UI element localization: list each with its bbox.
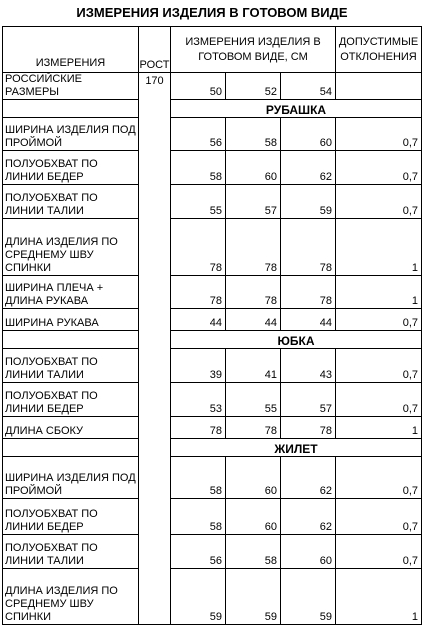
header-finished: ИЗМЕРЕНИЯ ИЗДЕЛИЯ В ГОТОВОМ ВИДЕ, СМ: [171, 27, 336, 73]
measure-value: 41: [226, 349, 281, 383]
tolerance-value: 1: [336, 569, 422, 625]
measure-value: 59: [226, 569, 281, 625]
measure-value: 44: [171, 309, 226, 331]
tolerance-value: 1: [336, 276, 422, 309]
measure-value: 78: [171, 219, 226, 276]
section-spacer: [3, 331, 139, 349]
header-height: РОСТ: [139, 27, 171, 73]
measure-label: ПОЛУОБХВАТ ПО ЛИНИИ ТАЛИИ: [3, 349, 139, 383]
empty-cell: [336, 73, 422, 100]
section-spacer: [3, 439, 139, 457]
header-measure: ИЗМЕРЕНИЯ: [3, 27, 139, 73]
table-body: [3, 27, 422, 625]
measure-value: 78: [171, 276, 226, 309]
sizes-label: РОССИЙСКИЕ РАЗМЕРЫ: [3, 73, 139, 100]
measure-label: ДЛИНА ИЗДЕЛИЯ ПО СРЕДНЕМУ ШВУ СПИНКИ: [3, 219, 139, 276]
table-row: [3, 219, 422, 276]
measure-value: 62: [281, 457, 336, 499]
measure-value: 78: [281, 417, 336, 439]
measure-value: 60: [226, 457, 281, 499]
tolerance-value: 1: [336, 417, 422, 439]
measure-value: 57: [226, 185, 281, 219]
measure-label: ПОЛУОБХВАТ ПО ЛИНИИ БЕДЕР: [3, 151, 139, 185]
measure-value: 59: [171, 569, 226, 625]
table-row: [3, 535, 422, 569]
measure-label: ШИРИНА ИЗДЕЛИЯ ПОД ПРОЙМОЙ: [3, 457, 139, 499]
section-title: РУБАШКА: [171, 100, 422, 118]
tolerance-value: 0,7: [336, 309, 422, 331]
tolerance-value: 0,7: [336, 185, 422, 219]
tolerance-value: 0,7: [336, 535, 422, 569]
measure-value: 53: [171, 383, 226, 417]
header-tolerance: ДОПУСТИМЫЕ ОТКЛОНЕНИЯ: [336, 27, 422, 73]
measure-value: 60: [226, 151, 281, 185]
table-row: [3, 569, 422, 625]
measure-label: ДЛИНА СБОКУ: [3, 417, 139, 439]
measure-value: 58: [171, 499, 226, 535]
tolerance-value: 0,7: [336, 383, 422, 417]
measure-value: 59: [281, 569, 336, 625]
size-value: 50: [171, 73, 226, 100]
section-row: [3, 439, 422, 457]
measure-value: 43: [281, 349, 336, 383]
measure-value: 62: [281, 499, 336, 535]
measure-value: 44: [281, 309, 336, 331]
measure-value: 58: [171, 151, 226, 185]
measure-value: 56: [171, 118, 226, 151]
table-row: [3, 185, 422, 219]
measure-label: ПОЛУОБХВАТ ПО ЛИНИИ БЕДЕР: [3, 499, 139, 535]
table-row: [3, 151, 422, 185]
tolerance-value: 0,7: [336, 151, 422, 185]
measure-value: 78: [226, 219, 281, 276]
measure-value: 60: [281, 118, 336, 151]
measure-value: 78: [171, 417, 226, 439]
measure-value: 44: [226, 309, 281, 331]
measure-value: 58: [226, 118, 281, 151]
measure-value: 58: [171, 457, 226, 499]
measure-value: 59: [281, 185, 336, 219]
size-value: 52: [226, 73, 281, 100]
section-row: [3, 331, 422, 349]
measure-value: 62: [281, 151, 336, 185]
measure-label: ДЛИНА ИЗДЕЛИЯ ПО СРЕДНЕМУ ШВУ СПИНКИ: [3, 569, 139, 625]
measure-value: 58: [226, 535, 281, 569]
tolerance-value: 0,7: [336, 457, 422, 499]
section-row: [3, 100, 422, 118]
measure-value: 39: [171, 349, 226, 383]
measure-label: ПОЛУОБХВАТ ПО ЛИНИИ БЕДЕР: [3, 383, 139, 417]
table-row: [3, 276, 422, 309]
section-title: ЖИЛЕТ: [171, 439, 422, 457]
tolerance-value: 0,7: [336, 349, 422, 383]
table-row: [3, 118, 422, 151]
size-value: 54: [281, 73, 336, 100]
table-row: [3, 309, 422, 331]
table-row: [3, 499, 422, 535]
table-row: [3, 383, 422, 417]
measurement-table: [2, 26, 422, 625]
page-title: ИЗМЕРЕНИЯ ИЗДЕЛИЯ В ГОТОВОМ ВИДЕ: [76, 5, 348, 20]
measure-label: ПОЛУОБХВАТ ПО ЛИНИИ ТАЛИИ: [3, 535, 139, 569]
section-spacer: [3, 100, 139, 118]
measure-label: ШИРИНА ПЛЕЧА + ДЛИНА РУКАВА: [3, 276, 139, 309]
height-value: 170: [139, 73, 171, 625]
sizes-row: [3, 73, 422, 100]
measure-value: 55: [226, 383, 281, 417]
measure-value: 60: [281, 535, 336, 569]
measure-label: ШИРИНА РУКАВА: [3, 309, 139, 331]
measure-label: ПОЛУОБХВАТ ПО ЛИНИИ ТАЛИИ: [3, 185, 139, 219]
tolerance-value: 0,7: [336, 499, 422, 535]
measure-value: 78: [281, 276, 336, 309]
measure-label: ШИРИНА ИЗДЕЛИЯ ПОД ПРОЙМОЙ: [3, 118, 139, 151]
table-row: [3, 417, 422, 439]
section-title: ЮБКА: [171, 331, 422, 349]
measure-value: 60: [226, 499, 281, 535]
measure-value: 55: [171, 185, 226, 219]
tolerance-value: 1: [336, 219, 422, 276]
tolerance-value: 0,7: [336, 118, 422, 151]
measure-value: 57: [281, 383, 336, 417]
measure-value: 78: [281, 219, 336, 276]
measure-value: 78: [226, 276, 281, 309]
table-row: [3, 457, 422, 499]
header-row: [3, 27, 422, 73]
measure-value: 78: [226, 417, 281, 439]
table-row: [3, 349, 422, 383]
measure-value: 56: [171, 535, 226, 569]
